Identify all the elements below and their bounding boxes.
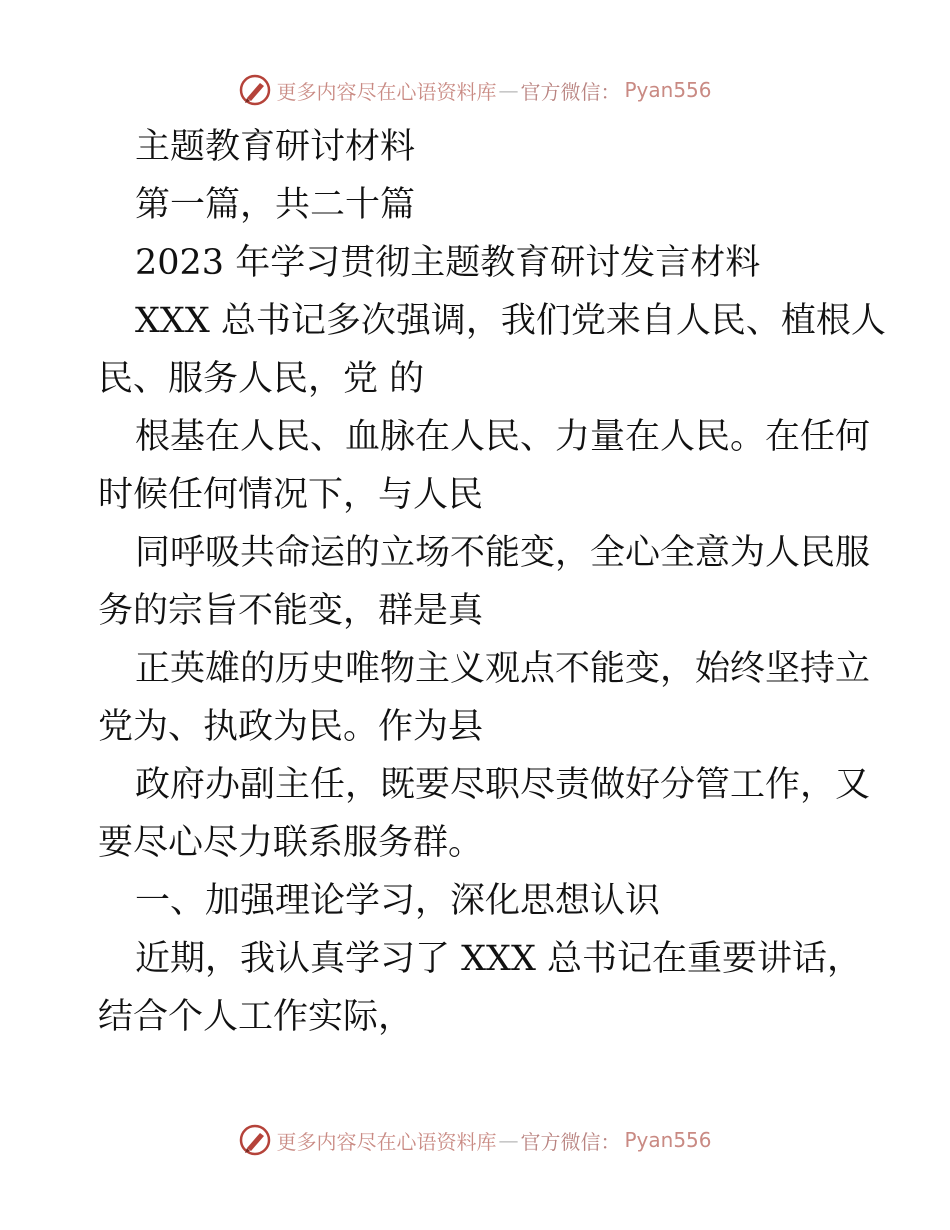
paragraph-line: 民、服务人民，党 的 <box>98 359 425 399</box>
watermark-slogan: 更多内容尽在心语资料库 <box>276 1129 497 1154</box>
section-heading: 一、加强理论学习，深化思想认识 <box>135 881 661 921</box>
watermark-separator: — <box>498 1128 519 1152</box>
doc-heading: 2023 年学习贯彻主题教育研讨发言材料 <box>135 243 761 283</box>
paragraph-line: 政府办副主任，既要尽职尽责做好分管工作，又 <box>135 765 871 805</box>
pen-logo-icon <box>238 73 272 107</box>
doc-title: 主题教育研讨材料 <box>135 127 416 167</box>
watermark-separator: — <box>498 78 519 102</box>
watermark-footer <box>0 1120 950 1160</box>
paragraph-line: 同呼吸共命运的立场不能变，全心全意为人民服 <box>135 533 871 573</box>
paragraph-line: XXX 总书记多次强调，我们党来自人民、植根人 <box>135 301 886 341</box>
watermark-wechat-id: Pyan556 <box>624 1128 712 1152</box>
pen-logo-icon <box>238 1123 272 1157</box>
watermark-contact-label: 官方微信： <box>520 79 621 104</box>
paragraph-line: 党为、执政为民。作为县 <box>98 707 484 747</box>
watermark-slogan: 更多内容尽在心语资料库 <box>276 79 497 104</box>
paragraph-line: 时候任何情况下，与人民 <box>98 475 484 515</box>
paragraph-line: 近期，我认真学习了 XXX 总书记在重要讲话， <box>135 939 863 979</box>
paragraph-line: 要尽心尽力联系服务群。 <box>98 823 484 863</box>
paragraph-line: 根基在人民、血脉在人民、力量在人民。在任何 <box>135 417 871 457</box>
watermark-wechat-id: Pyan556 <box>624 78 712 102</box>
watermark-contact-label: 官方微信： <box>520 1129 621 1154</box>
paragraph-line: 结合个人工作实际， <box>98 997 414 1037</box>
paragraph-line: 务的宗旨不能变，群是真 <box>98 591 484 631</box>
watermark-header <box>0 70 950 110</box>
paragraph-line: 正英雄的历史唯物主义观点不能变，始终坚持立 <box>135 649 871 689</box>
doc-subtitle: 第一篇，共二十篇 <box>135 185 416 225</box>
document-body <box>98 118 886 1046</box>
